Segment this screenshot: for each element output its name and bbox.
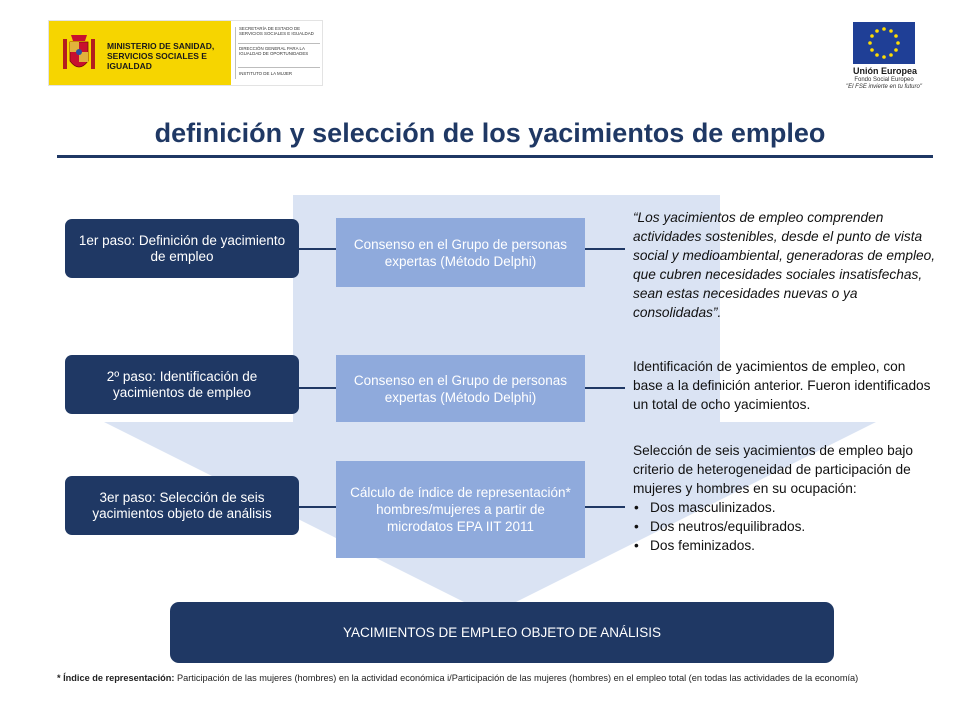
ministry-subtitle-1: SECRETARÍA DE ESTADO DE SERVICIOS SOCIALES E IGUALDAD <box>239 26 314 37</box>
ministry-sub-divider <box>238 67 320 68</box>
ministry-name: MINISTERIO DE SANIDAD, SERVICIOS SOCIALES E IGUALDAD <box>107 41 215 71</box>
list-item: • Dos neutros/equilibrados. <box>633 517 938 536</box>
eu-motto: "El FSE invierte en tu futuro" <box>846 84 922 90</box>
step-2-box: 2º paso: Identificación de yacimientos de empleo <box>65 355 299 414</box>
ministry-subtitle-2: DIRECCIÓN GENERAL PARA LA IGUALDAD DE OPORTUNIDADES <box>239 46 309 57</box>
eu-fund-name: Fondo Social Europeo <box>854 77 914 83</box>
step-3-method-box: Cálculo de índice de representación* hombres/mujeres a partir de microdatos EPA IIT 2011 <box>336 461 585 558</box>
step-3-bullet-list <box>633 498 938 555</box>
ministry-sub-divider <box>238 43 320 44</box>
step-3-description-block <box>633 441 938 555</box>
footnote <box>57 672 949 684</box>
eu-name: Unión Europea <box>852 66 917 76</box>
step-2-method-box: Consenso en el Grupo de personas expertas (Método Delphi) <box>336 355 585 422</box>
connector-line <box>585 387 625 389</box>
ministry-divider <box>235 27 236 79</box>
connector-line <box>585 248 625 250</box>
step-1-box: 1er paso: Definición de yacimiento de empleo <box>65 219 299 278</box>
footnote-label: * Índice de representación: <box>57 673 175 683</box>
ministry-logo <box>48 20 323 86</box>
step-1-description: “Los yacimientos de empleo comprenden actividades sostenibles, desde el punto de vista social y medioambiental, generadoras de empleo, que cubren necesidades sociales insatisfechas, sean estas necesidades nuevas o ya consolidadas”. <box>633 210 936 320</box>
connector-line <box>299 387 336 389</box>
step-3-description: Selección de seis yacimientos de empleo bajo criterio de heterogeneidad de participación de mujeres y hombres en su ocupación: <box>633 443 913 496</box>
connector-line <box>585 506 625 508</box>
spain-coat-of-arms-icon <box>61 29 97 77</box>
page-title: definición y selección de los yacimientos de empleo <box>154 118 826 148</box>
ministry-logo-yellow-band <box>49 21 231 85</box>
ministry-subtitle-3: INSTITUTO DE LA MUJER <box>239 71 293 76</box>
step-1-method-box: Consenso en el Grupo de personas expertas (Método Delphi) <box>336 218 585 287</box>
connector-line <box>299 248 336 250</box>
eu-flag-icon <box>853 22 915 64</box>
connector-line <box>299 506 336 508</box>
final-result-box: YACIMIENTOS DE EMPLEO OBJETO DE ANÁLISIS <box>170 602 834 663</box>
list-item: • Dos feminizados. <box>633 536 938 555</box>
title-underline <box>57 155 933 158</box>
step-2-description: Identificación de yacimientos de empleo, con base a la definición anterior. Fueron identificados un total de ocho yacimientos. <box>633 359 931 412</box>
list-item: • Dos masculinizados. <box>633 498 938 517</box>
step-3-box: 3er paso: Selección de seis yacimientos objeto de análisis <box>65 476 299 535</box>
footnote-text: Participación de las mujeres (hombres) en la actividad económica i/Participación de las mujeres (hombres) en el empleo total (en todas las actividades de la economía) <box>174 673 859 683</box>
